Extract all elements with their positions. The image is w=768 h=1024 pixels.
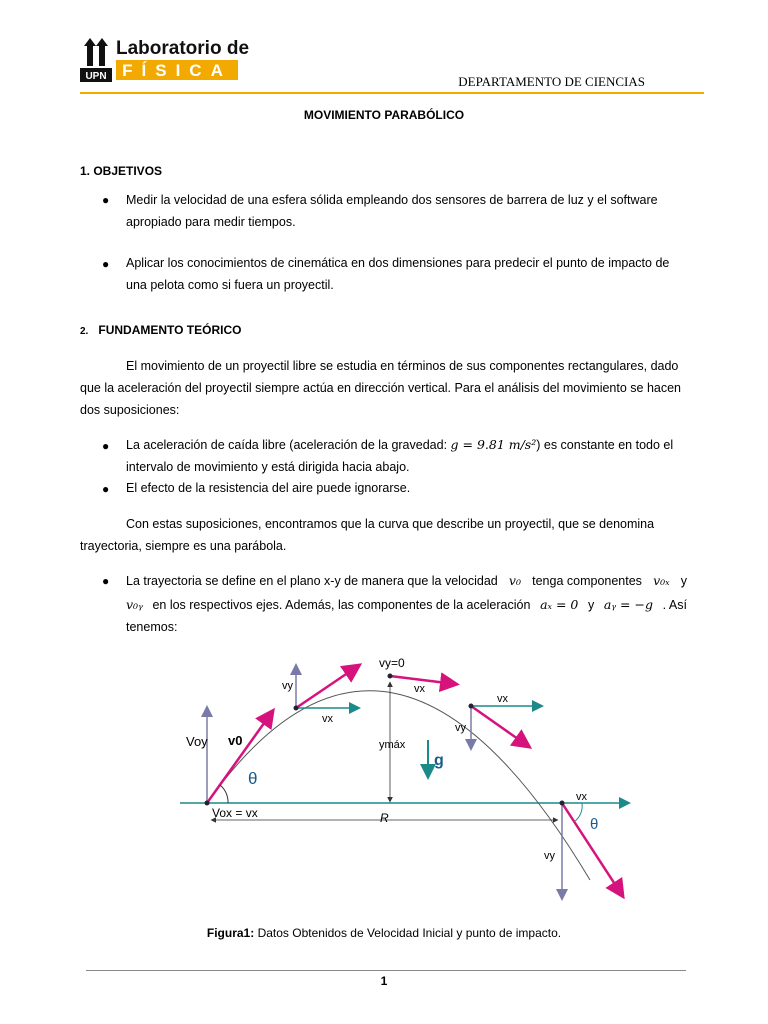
para-line: que la aceleración del proyectil siempre actúa en dirección vertical. Para el análisis del movimiento se hacen: [80, 381, 682, 395]
objective-1-line2: apropiado para medir tiempos.: [126, 215, 296, 229]
section-heading-fundamento: [80, 323, 241, 337]
ay-formula: aᵧ = −g: [603, 597, 653, 612]
logo-title: Laboratorio de: [116, 38, 250, 59]
text-span: ) es constante en todo el: [536, 438, 674, 452]
header-divider: [80, 92, 704, 94]
assumption-2: El efecto de la resistencia del aire puede ignorarse.: [126, 481, 411, 495]
launch-point: [205, 801, 210, 806]
vx-label: vx: [576, 791, 587, 803]
section-number: 2.: [80, 326, 89, 337]
projectile-diagram: [0, 640, 768, 920]
theta-arc: [220, 785, 228, 803]
page-number: 1: [380, 974, 388, 988]
trajectory-curve: [207, 691, 590, 880]
text-span: y: [680, 574, 687, 588]
assumption-1-line2: intervalo de movimiento y está dirigida hacia abajo.: [126, 460, 410, 474]
section-heading-objetivos: 1. OBJETIVOS: [80, 164, 163, 178]
bullet-icon: ●: [102, 193, 110, 207]
assumption-1-line1: [126, 434, 687, 456]
bullet-icon: ●: [102, 482, 110, 496]
figure-caption: [0, 926, 768, 940]
para-line: dos suposiciones:: [80, 403, 180, 417]
ax-formula: aₓ = 0: [540, 597, 579, 612]
theta-label: θ: [590, 816, 599, 833]
v0-arrow: [207, 712, 272, 803]
text-span: La trayectoria se define en el plano x-y de manera que la velocidad: [126, 574, 498, 588]
department-label: DEPARTAMENTO DE CIENCIAS: [458, 74, 645, 89]
velocity-arrow: [471, 706, 528, 746]
theta-label: θ: [248, 769, 258, 788]
gravity-formula: g = 9.81 m/s²: [450, 437, 537, 452]
text-span: y: [588, 598, 595, 612]
paragraph-conclusion: [80, 513, 687, 557]
traj-line3: tenemos:: [126, 620, 178, 634]
range-label: R: [380, 811, 389, 825]
vx-label: vx: [322, 713, 333, 725]
svg-text:UPN: UPN: [85, 71, 107, 82]
vx-label: vx: [497, 693, 508, 705]
caption-label: Figura1:: [206, 926, 255, 940]
caption-text: Datos Obtenidos de Velocidad Inicial y punto de impacto.: [254, 926, 562, 940]
upn-logo: [80, 36, 250, 82]
ymax-label: ymáx: [379, 739, 406, 751]
bullet-icon: ●: [102, 439, 110, 453]
objective-2-line2: una pelota como si fuera un proyectil.: [126, 278, 334, 292]
para-line: trayectoria, siempre es una parábola.: [80, 539, 287, 553]
v0-label: v0: [228, 733, 243, 748]
footer-rule: [86, 970, 686, 971]
objective-1: [126, 189, 687, 233]
upn-emblem-icon: [80, 36, 112, 82]
vx-label: vx: [414, 683, 425, 695]
traj-line2: [126, 594, 687, 616]
trajectory-definition: [126, 570, 687, 638]
para-line: El movimiento de un proyectil libre se estudia en términos de sus componentes rectangulares, dado: [126, 359, 679, 373]
vy-label: vy: [544, 850, 555, 862]
traj-line1: [126, 570, 687, 592]
bullet-icon: ●: [102, 257, 110, 271]
impact-point: [560, 801, 565, 806]
theta-arc: [574, 803, 582, 822]
vy-zero-label: vy=0: [379, 656, 405, 670]
v0-symbol: v₀: [508, 573, 521, 588]
text-span: . Así: [662, 598, 687, 612]
vy-label: vy: [455, 722, 466, 734]
objective-1-line1: Medir la velocidad de una esfera sólida empleando dos sensores de barrera de luz y el software: [126, 193, 658, 207]
paragraph-intro: [80, 355, 687, 421]
v0x-symbol: v₀ₓ: [653, 573, 670, 588]
page-title: MOVIMIENTO PARABÓLICO: [303, 108, 465, 122]
text-span: La aceleración de caída libre (aceleración de la gravedad:: [126, 438, 451, 452]
vox-label: Vox = vx: [212, 806, 258, 820]
v0y-symbol: v₀ᵧ: [126, 597, 143, 612]
apex-point: [388, 674, 393, 679]
objective-2: [126, 252, 687, 296]
logo-subtitle: FÍSICA: [122, 61, 232, 80]
para-line: Con estas suposiciones, encontramos que la curva que describe un proyectil, que se denomina: [126, 517, 655, 531]
vy-label: vy: [282, 680, 293, 692]
text-span: en los respectivos ejes. Además, las componentes de la aceleración: [152, 598, 531, 612]
objective-2-line1: Aplicar los conocimientos de cinemática en dos dimensiones para predecir el punto de impacto de: [126, 256, 670, 270]
assumption-1: [126, 434, 687, 478]
section-heading-text: FUNDAMENTO TEÓRICO: [98, 323, 242, 337]
velocity-arrow: [296, 666, 358, 708]
text-span: tenga componentes: [532, 574, 642, 588]
logo-banner: [116, 60, 238, 80]
trajectory-point: [469, 704, 474, 709]
voy-label: Voy: [186, 734, 208, 749]
bullet-icon: ●: [102, 574, 110, 588]
trajectory-point: [294, 706, 299, 711]
gravity-label: g: [434, 752, 444, 769]
